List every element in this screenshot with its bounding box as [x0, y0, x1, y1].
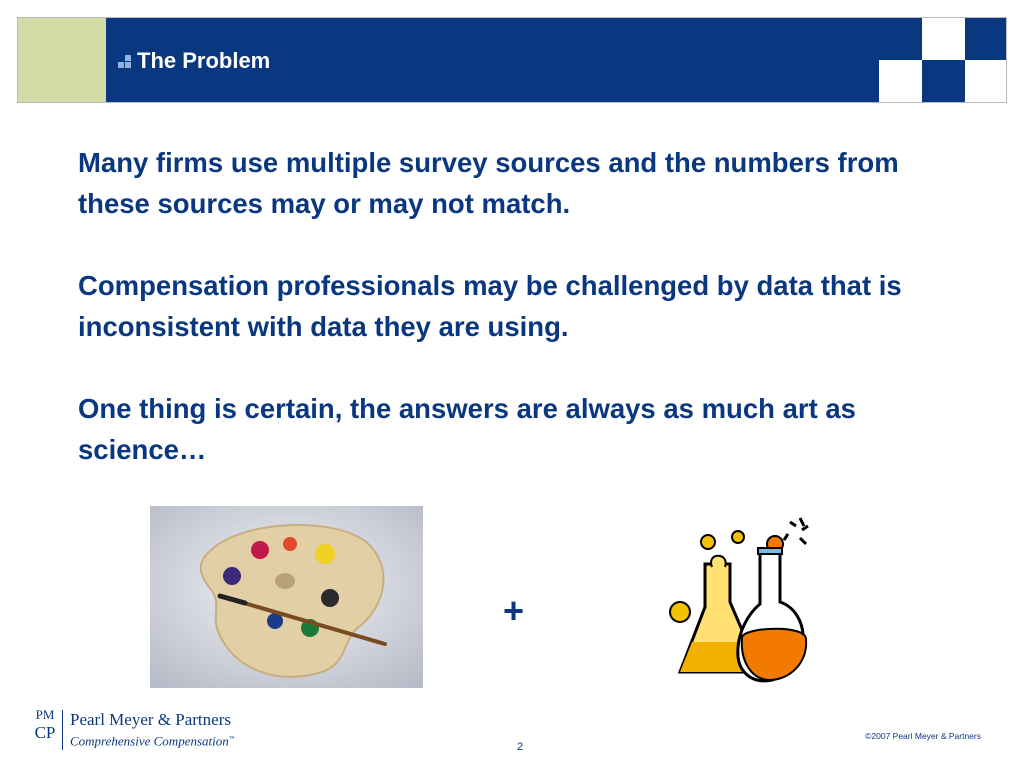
firm-tagline-wrap — [70, 730, 235, 750]
paint-palette-image — [150, 506, 423, 688]
logo-divider — [62, 710, 63, 750]
plus-sign: + — [503, 590, 525, 631]
logo-monogram-bottom: CP — [34, 723, 56, 742]
checker-square — [965, 60, 1006, 102]
title-group — [118, 48, 270, 74]
checker-square — [922, 18, 965, 60]
copyright-notice: ©2007 Pearl Meyer & Partners — [865, 731, 981, 741]
header-accent-block — [18, 18, 106, 102]
body-paragraph: Many firms use multiple survey sources and the numbers from these sources may or may not match. — [78, 147, 899, 219]
checker-square — [879, 60, 922, 102]
body-paragraph: One thing is certain, the answers are always as much art as science… — [78, 393, 856, 465]
firm-tagline: Comprehensive Compensation — [70, 733, 229, 749]
firm-name: Pearl Meyer & Partners — [70, 709, 231, 729]
trademark-symbol: ™ — [228, 735, 235, 742]
body-paragraph: Compensation professionals may be challenged by data that is inconsistent with data they are using. — [78, 270, 902, 342]
slide-header — [17, 17, 1007, 103]
logo-text — [70, 710, 235, 750]
title-bullet-icon — [118, 55, 131, 68]
science-flasks-image — [660, 512, 820, 687]
slide-body — [78, 142, 978, 511]
slide-title: The Problem — [137, 48, 271, 73]
company-logo — [32, 708, 235, 752]
logo-monogram — [32, 708, 58, 752]
logo-monogram-top: PM — [35, 707, 55, 722]
page-number: 2 — [517, 741, 524, 753]
